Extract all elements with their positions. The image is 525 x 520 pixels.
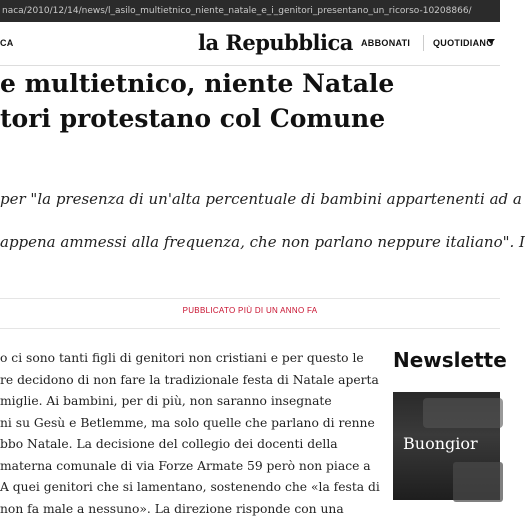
- subscribe-link[interactable]: ABBONATI: [361, 38, 410, 48]
- newsletter-heading: Newslette: [393, 348, 507, 372]
- body-line: non fa male a nessuno». La direzione risponde con una: [0, 499, 375, 520]
- promo-photo: [453, 462, 503, 502]
- divider: [0, 328, 500, 329]
- article-body: [0, 348, 375, 520]
- body-line: ni su Gesù e Betlemme, ma solo quelle che parlano di renne: [0, 413, 375, 435]
- repubblica-logo[interactable]: la Repubblica: [198, 30, 353, 55]
- body-line: re decidono di non fare la tradizionale festa di Natale aperta: [0, 370, 375, 392]
- chevron-down-icon[interactable]: [487, 39, 495, 44]
- address-bar[interactable]: naca/2010/12/14/news/l_asilo_multietnico_niente_natale_e_i_genitori_presentano_un_ricorso-10208866/: [0, 0, 500, 22]
- headline-line: e multietnico, niente Natale: [0, 66, 500, 101]
- body-line: A quei genitori che si lamentano, sostenendo che «la festa di: [0, 477, 375, 499]
- article-headline: [0, 66, 500, 136]
- article-summary-line: per "la presenza di un'alta percentuale di bambini appartenenti ad a: [0, 190, 500, 208]
- body-line: miglie. Ai bambini, per di più, non saranno insegnate: [0, 391, 375, 413]
- section-label[interactable]: CA: [0, 38, 14, 48]
- promo-photo: [423, 398, 503, 428]
- newsletter-promo-card[interactable]: [393, 392, 500, 500]
- body-line: o ci sono tanti figli di genitori non cristiani e per questo le: [0, 348, 375, 370]
- header-divider: [423, 35, 424, 51]
- article-summary-line: appena ammessi alla frequenza, che non parlano neppure italiano". I: [0, 233, 500, 251]
- promo-title: Buongior: [403, 434, 478, 453]
- body-line: bbo Natale. La decisione del collegio dei docenti della: [0, 434, 375, 456]
- published-date: PUBBLICATO PIÙ DI UN ANNO FA: [0, 306, 500, 315]
- body-line: materna comunale di via Forze Armate 59 però non piace a: [0, 456, 375, 478]
- divider: [0, 298, 500, 299]
- headline-line: tori protestano col Comune: [0, 101, 500, 136]
- newspaper-menu[interactable]: QUOTIDIANO: [433, 38, 494, 48]
- site-header: [0, 22, 500, 66]
